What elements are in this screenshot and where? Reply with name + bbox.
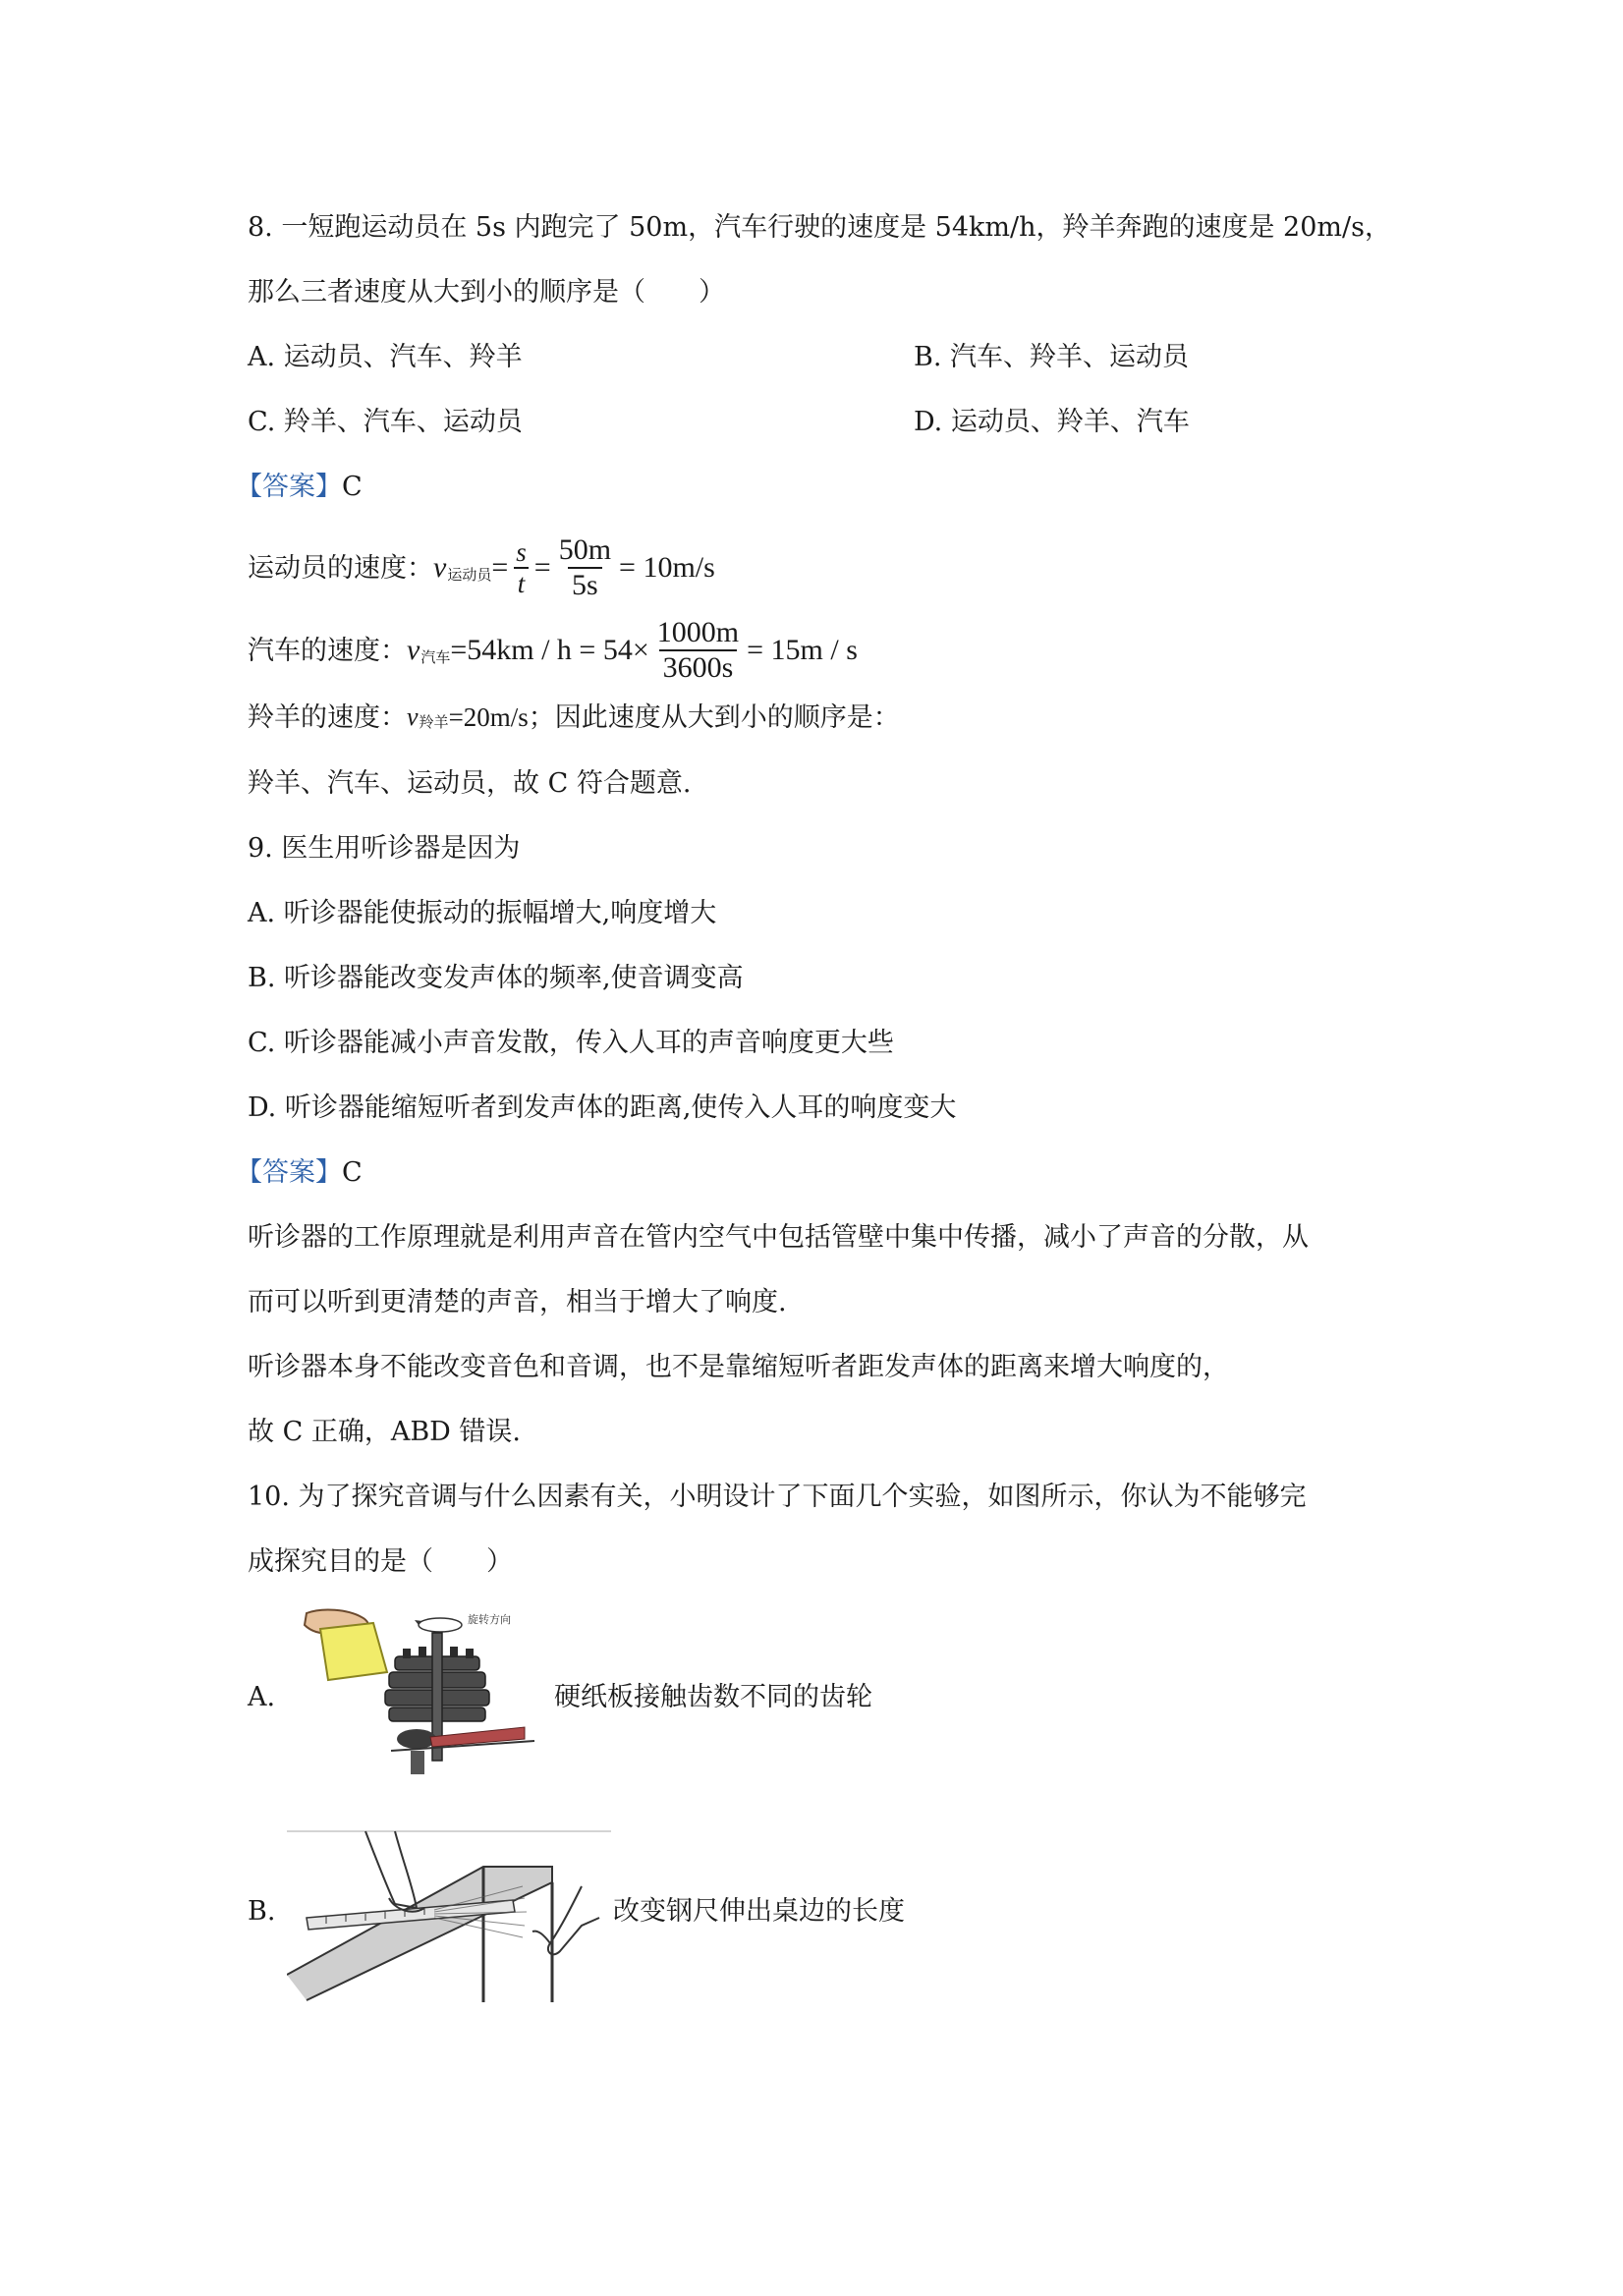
velocity-symbol: v	[407, 634, 420, 666]
fraction-numerator: 1000m	[656, 616, 740, 648]
svg-text:旋转方向: 旋转方向	[468, 1613, 511, 1626]
conversion-expression: =54km / h = 54×	[450, 634, 649, 666]
answer-value: C	[342, 472, 363, 502]
q10-option-b-label: B.	[248, 1896, 276, 1927]
answer-value: C	[342, 1157, 363, 1188]
q9-option-c: C. 听诊器能减小声音发散，传入人耳的声音响度更大些	[248, 1028, 894, 1058]
q9-option-d: D. 听诊器能缩短听者到发声体的距离,使传入人耳的响度变大	[248, 1092, 957, 1123]
fraction-numerator: 50m	[558, 533, 612, 566]
q8-option-a: A. 运动员、汽车、羚羊	[248, 342, 523, 372]
explain-label: 羚羊的速度：	[248, 702, 407, 732]
velocity-subscript: 运动员	[447, 568, 492, 584]
explain-label: 汽车的速度：	[248, 636, 407, 665]
explain-rest: =20m/s；因此速度从大到小的顺序是：	[448, 702, 900, 732]
q8-option-d: D. 运动员、羚羊、汽车	[914, 407, 1190, 437]
velocity-subscript: 汽车	[420, 650, 451, 666]
q10-option-a-label: A.	[248, 1682, 276, 1712]
velocity-subscript: 羚羊	[419, 715, 449, 731]
result: = 15m / s	[747, 634, 858, 666]
q10-option-b-text: 改变钢尺伸出桌边的长度	[613, 1896, 905, 1927]
fraction-denominator: 5s	[568, 567, 602, 602]
explain-label: 运动员的速度：	[248, 553, 433, 583]
q8-option-c: C. 羚羊、汽车、运动员	[248, 407, 523, 437]
result: = 10m/s	[619, 551, 715, 584]
q9-explain-line2: 而可以听到更清楚的声音，相当于增大了响度.	[248, 1287, 787, 1317]
q9-stem: 9. 医生用听诊器是因为	[248, 833, 521, 864]
q8-explain-athlete	[248, 529, 715, 607]
fraction-s-over-t	[512, 537, 531, 598]
q9-explain-line3: 听诊器本身不能改变音色和音调，也不是靠缩短听者距发声体的距离来增大响度的，	[248, 1352, 1229, 1382]
q8-stem-line1: 8. 一短跑运动员在 5s 内跑完了 50m，汽车行驶的速度是 54km/h，羚羊奔跑的速度是 20m/s，	[248, 212, 1391, 243]
q8-explain-antelope	[248, 700, 900, 735]
fraction-denominator: t	[514, 567, 530, 598]
gear-cardboard-figure	[293, 1603, 536, 1780]
q9-option-a: A. 听诊器能使振动的振幅增大,响度增大	[248, 898, 717, 928]
equals-sign: =	[491, 551, 509, 584]
fraction-numerator: s	[516, 537, 527, 567]
q8-option-b: B. 汽车、羚羊、运动员	[914, 342, 1190, 372]
q8-explain-conclusion: 羚羊、汽车、运动员，故 C 符合题意.	[248, 768, 692, 799]
q8-explain-car	[248, 611, 858, 690]
q10-stem-line1: 10. 为了探究音调与什么因素有关，小明设计了下面几个实验，如图所示，你认为不能够完	[248, 1482, 1307, 1512]
fraction-conversion	[653, 616, 743, 685]
q9-option-b: B. 听诊器能改变发声体的频率,使音调变高	[248, 963, 744, 993]
q10-stem-line2: 成探究目的是（ ）	[248, 1546, 513, 1577]
fraction-denominator: 3600s	[659, 649, 738, 685]
answer-tag: 【答案】	[236, 1157, 342, 1188]
ruler-table-figure	[287, 1827, 611, 2004]
q10-option-a-text: 硬纸板接触齿数不同的齿轮	[554, 1682, 872, 1712]
q8-answer	[236, 470, 363, 505]
q9-explain-line1: 听诊器的工作原理就是利用声音在管内空气中包括管壁中集中传播，减小了声音的分散，从	[248, 1222, 1309, 1253]
equals-sign: =	[533, 551, 551, 584]
velocity-symbol: v	[433, 551, 447, 584]
q8-stem-line2: 那么三者速度从大到小的顺序是（ ）	[248, 277, 725, 308]
fraction-distance-over-time	[555, 533, 615, 602]
velocity-symbol: v	[407, 702, 419, 731]
q9-answer	[236, 1155, 363, 1191]
q9-explain-line4: 故 C 正确，ABD 错误.	[248, 1417, 521, 1447]
answer-tag: 【答案】	[236, 472, 342, 502]
